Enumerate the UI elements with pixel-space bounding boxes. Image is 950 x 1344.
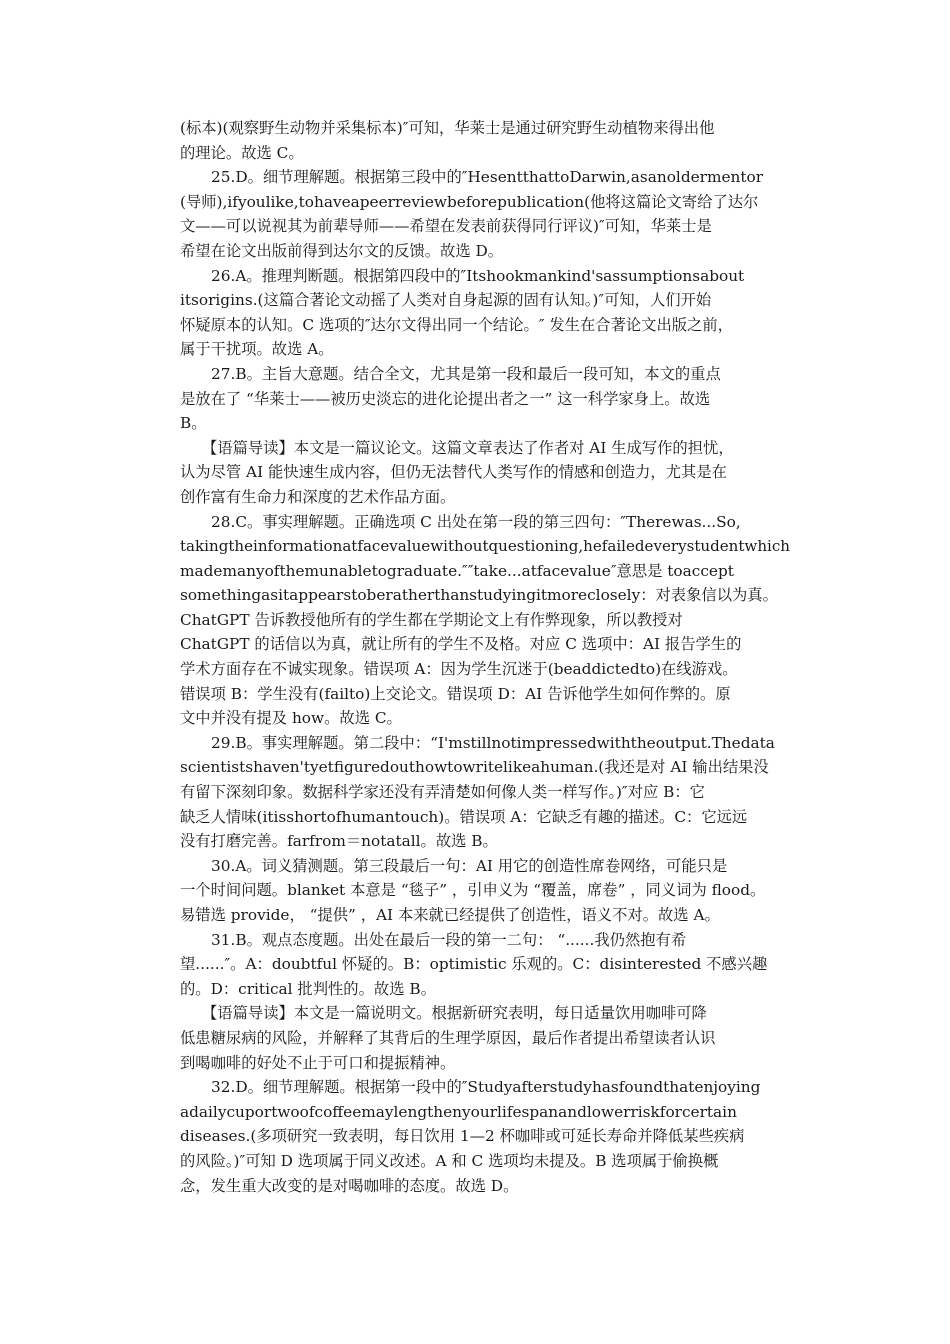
- text-line: 28.C。事实理解题。正确选项 C 出处在第一段的第三四句：″Therewas...So,: [211, 512, 741, 531]
- text-line: 缺乏人情味(itisshortofhumantouch)。错误项 A：它缺乏有趣的描述。C：它远远: [180, 807, 748, 826]
- text-line: 的理论。故选 C。: [180, 143, 304, 162]
- text-line: 26.A。推理判断题。根据第四段中的″Itshookmankind'sassumptionsabout: [211, 266, 745, 285]
- text-line: 学术方面存在不诚实现象。错误项 A：因为学生沉迷于(beaddictedto)在线游戏。: [180, 660, 738, 679]
- text-line: somethingasitappearstoberatherthanstudyingitmoreclosely：对表象信以为真。: [180, 586, 778, 605]
- text-line: 的风险。)″可知 D 选项属于同义改述。A 和 C 选项均未提及。B 选项属于偷换概: [180, 1151, 719, 1170]
- text-line: 希望在论文出版前得到达尔文的反馈。故选 D。: [180, 241, 504, 260]
- text-line: mademanyofthemunabletograduate.″″take...atfacevalue″意思是 toaccept: [180, 561, 734, 580]
- text-line: 有留下深刻印象。数据科学家还没有弄清楚如何像人类一样写作。)″对应 B：它: [180, 783, 705, 802]
- text-line: 32.D。细节理解题。根据第一段中的″Studyafterstudyhasfoundthatenjoying: [211, 1078, 761, 1097]
- text-line: ChatGPT 的话信以为真，就让所有的学生不及格。对应 C 选项中：AI 报告学生的: [180, 635, 742, 654]
- text-line: 文中并没有提及 how。故选 C。: [180, 709, 402, 728]
- text-line: scientistshaven'tyetfiguredouthowtowritelikeahuman.(我还是对 AI 输出结果没: [180, 758, 769, 777]
- text-line: 创作富有生命力和深度的艺术作品方面。: [180, 487, 456, 506]
- answer-explanations: [180, 116, 790, 1198]
- text-line: 25.D。细节理解题。根据第三段中的″HesentthattoDarwin,asanoldermentor: [211, 168, 764, 187]
- text-line: (导师),ifyoulike,tohaveapeerreviewbeforepublication(他将这篇论文寄给了达尔: [180, 192, 759, 211]
- text-line: diseases.(多项研究一致表明，每日饮用 1—2 杯咖啡或可延长寿命并降低某些疾病: [180, 1127, 745, 1146]
- text-line: 【语篇导读】本文是一篇说明文。根据新研究表明，每日适量饮用咖啡可降: [202, 1004, 707, 1023]
- text-line: 27.B。主旨大意题。结合全文，尤其是第一段和最后一段可知，本文的重点: [211, 364, 721, 383]
- text-line: 30.A。词义猜测题。第三段最后一句：AI 用它的创造性席卷网络，可能只是: [211, 856, 728, 875]
- text-line: takingtheinformationatfacevaluewithoutquestioning,hefailedeverystudentwhich: [180, 537, 790, 556]
- text-line: 没有打磨完善。farfrom＝notatall。故选 B。: [180, 832, 498, 851]
- text-line: 文——可以说视其为前辈导师——希望在发表前获得同行评议)″可知，华莱士是: [180, 217, 712, 236]
- text-line: 是放在了 “华莱士——被历史淡忘的进化论提出者之一” 这一科学家身上。故选: [180, 389, 711, 408]
- text-line: 29.B。事实理解题。第二段中：“I'mstillnotimpressedwiththeoutput.Thedata: [211, 733, 775, 752]
- text-line: 错误项 B：学生没有(failto)上交论文。错误项 D：AI 告诉他学生如何作弊的。原: [180, 684, 731, 703]
- text-line: 的。D：critical 批判性的。故选 B。: [180, 979, 436, 998]
- text-line: ChatGPT 告诉教授他所有的学生都在学期论文上有作弊现象，所以教授对: [180, 610, 683, 629]
- text-line: 认为尽管 AI 能快速生成内容，但仍无法替代人类写作的情感和创造力，尤其是在: [180, 463, 727, 482]
- text-line: 怀疑原本的认知。C 选项的″达尔文得出同一个结论。″ 发生在合著论文出版之前，: [180, 315, 733, 334]
- text-line: 念，发生重大改变的是对喝咖啡的态度。故选 D。: [180, 1176, 519, 1195]
- text-line: 【语篇导读】本文是一篇议论文。这篇文章表达了作者对 AI 生成写作的担忧，: [202, 438, 734, 457]
- text-line: 到喝咖啡的好处不止于可口和提振精神。: [180, 1053, 456, 1072]
- text-line: adailycuportwoofcoffeemaylengthenyourlifespanandlowerriskforcertain: [180, 1102, 737, 1121]
- text-line: itsorigins.(这篇合著论文动摇了人类对自身起源的固有认知。)″可知，人们开始: [180, 291, 712, 310]
- text-line: 一个时间问题。blanket 本意是 “毯子” ，引申义为 “覆盖，席卷” ，同义词为 flood。: [180, 881, 766, 900]
- text-line: 31.B。观点态度题。出处在最后一段的第一二句： “......我仍然抱有希: [211, 930, 687, 949]
- text-line: 易错选 provide， “提供” ，AI 本来就已经提供了创造性，语义不对。故选 A。: [180, 906, 720, 924]
- text-line: 低患糖尿病的风险，并解释了其背后的生理学原因，最后作者提出希望读者认识: [180, 1028, 716, 1047]
- text-line: 属于干扰项。故选 A。: [180, 340, 334, 359]
- text-line: (标本)(观察野生动物并采集标本)″可知，华莱士是通过研究野生动植物来得出他: [180, 119, 715, 137]
- text-line: 望......″。A：doubtful 怀疑的。B：optimistic 乐观的。C：disinterested 不感兴趣: [180, 955, 768, 974]
- text-line: B。: [180, 414, 207, 433]
